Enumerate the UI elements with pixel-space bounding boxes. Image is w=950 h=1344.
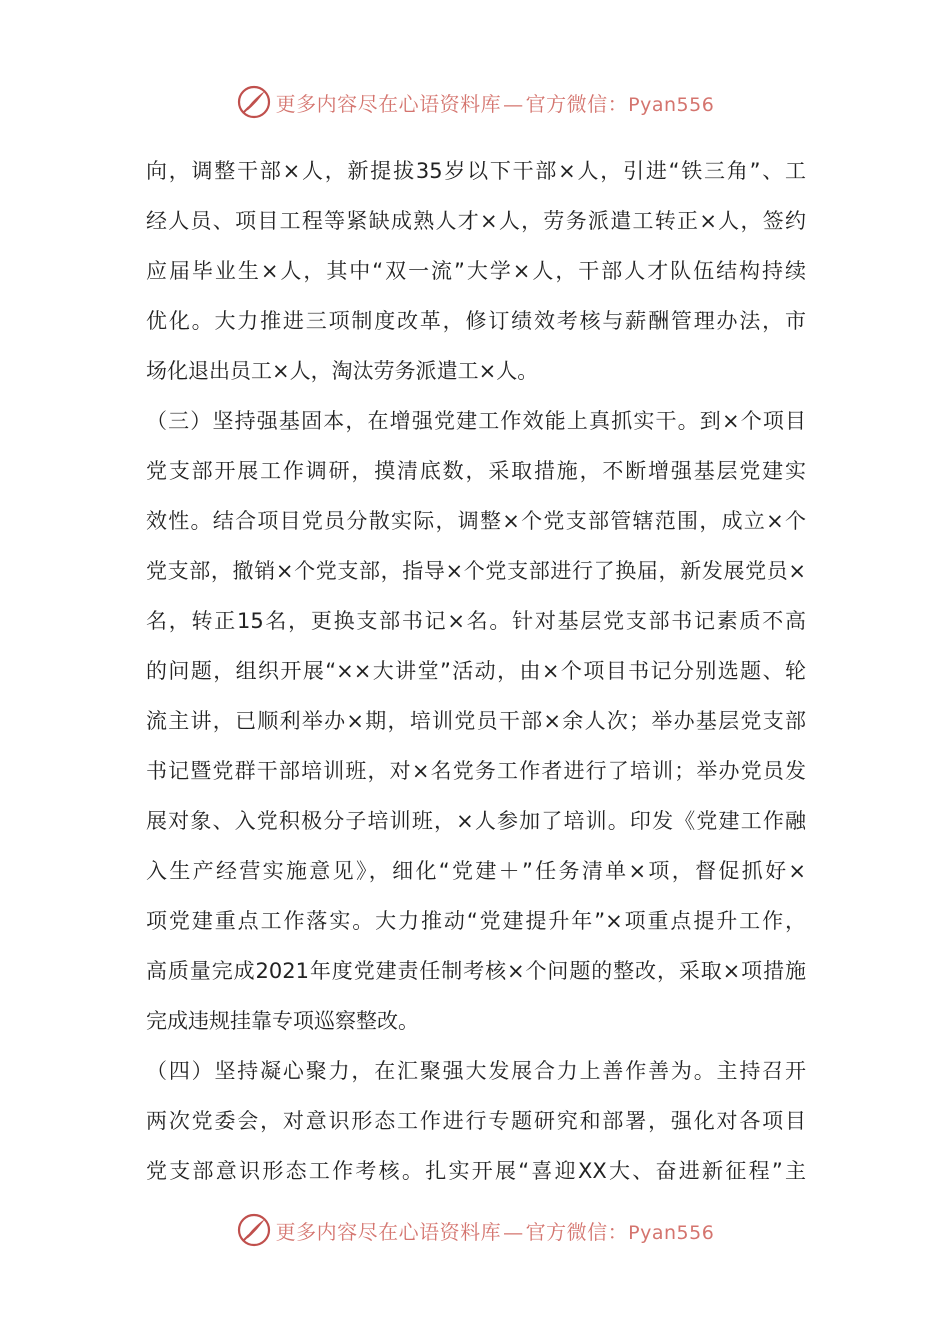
watermark-text xyxy=(276,88,715,117)
text-line: 场化退出员工×人，淘汰劳务派遣工×人。 xyxy=(146,359,539,383)
quill-logo-icon xyxy=(236,84,272,120)
watermark-wechat-id: Pyan556 xyxy=(628,1221,715,1244)
text-line: 流主讲，已顺利举办×期，培训党员干部×余人次；举办基层党支部 xyxy=(146,709,806,733)
paragraph-1 xyxy=(146,146,806,396)
text-line: 优化。大力推进三项制度改革，修订绩效考核与薪酬管理办法，市 xyxy=(146,309,806,333)
text-line: 项党建重点工作落实。大力推动“党建提升年”×项重点提升工作， xyxy=(146,909,806,933)
text-line: 入生产经营实施意见》，细化“党建＋”任务清单×项，督促抓好× xyxy=(146,859,806,883)
paragraph-2 xyxy=(146,396,806,1046)
text-line: 党支部意识形态工作考核。扎实开展“喜迎XX大、奋进新征程”主 xyxy=(146,1159,806,1183)
watermark-slogan: 更多内容尽在心语资料库 xyxy=(275,91,502,116)
text-line: 向，调整干部×人，新提拔35岁以下干部×人，引进“铁三角”、工 xyxy=(146,159,806,183)
text-line: 完成违规挂靠专项巡察整改。 xyxy=(146,1009,419,1033)
text-line: （四）坚持凝心聚力，在汇聚强大发展合力上善作善为。主持召开 xyxy=(146,1059,806,1083)
text-line: 名，转正15名，更换支部书记×名。针对基层党支部书记素质不高 xyxy=(146,609,806,633)
watermark-wechat-label: 官方微信： xyxy=(525,91,629,116)
text-line: 展对象、入党积极分子培训班，×人参加了培训。印发《党建工作融 xyxy=(146,809,806,833)
text-line: （三）坚持强基固本，在增强党建工作效能上真抓实干。到×个项目 xyxy=(146,409,806,433)
watermark-header xyxy=(0,80,950,124)
watermark-separator: — xyxy=(503,91,524,116)
paragraph-3 xyxy=(146,1046,806,1196)
watermark-wechat-label: 官方微信： xyxy=(525,1219,629,1244)
text-line: 经人员、项目工程等紧缺成熟人才×人，劳务派遣工转正×人，签约 xyxy=(146,209,806,233)
document-body xyxy=(146,146,806,1196)
text-line: 的问题，组织开展“××大讲堂”活动，由×个项目书记分别选题、轮 xyxy=(146,659,806,683)
watermark-footer xyxy=(0,1208,950,1252)
text-line: 党支部，撤销×个党支部，指导×个党支部进行了换届，新发展党员× xyxy=(146,559,806,583)
text-line: 应届毕业生×人，其中“双一流”大学×人，干部人才队伍结构持续 xyxy=(146,259,806,283)
watermark-text xyxy=(276,1216,715,1245)
text-line: 效性。结合项目党员分散实际，调整×个党支部管辖范围，成立×个 xyxy=(146,509,806,533)
watermark-slogan: 更多内容尽在心语资料库 xyxy=(275,1219,502,1244)
text-line: 高质量完成2021年度党建责任制考核×个问题的整改，采取×项措施 xyxy=(146,959,806,983)
watermark-wechat-id: Pyan556 xyxy=(628,93,715,116)
text-line: 党支部开展工作调研，摸清底数，采取措施，不断增强基层党建实 xyxy=(146,459,806,483)
watermark-separator: — xyxy=(503,1219,524,1244)
text-line: 书记暨党群干部培训班，对×名党务工作者进行了培训；举办党员发 xyxy=(146,759,806,783)
quill-logo-icon xyxy=(236,1212,272,1248)
text-line: 两次党委会，对意识形态工作进行专题研究和部署，强化对各项目 xyxy=(146,1109,806,1133)
